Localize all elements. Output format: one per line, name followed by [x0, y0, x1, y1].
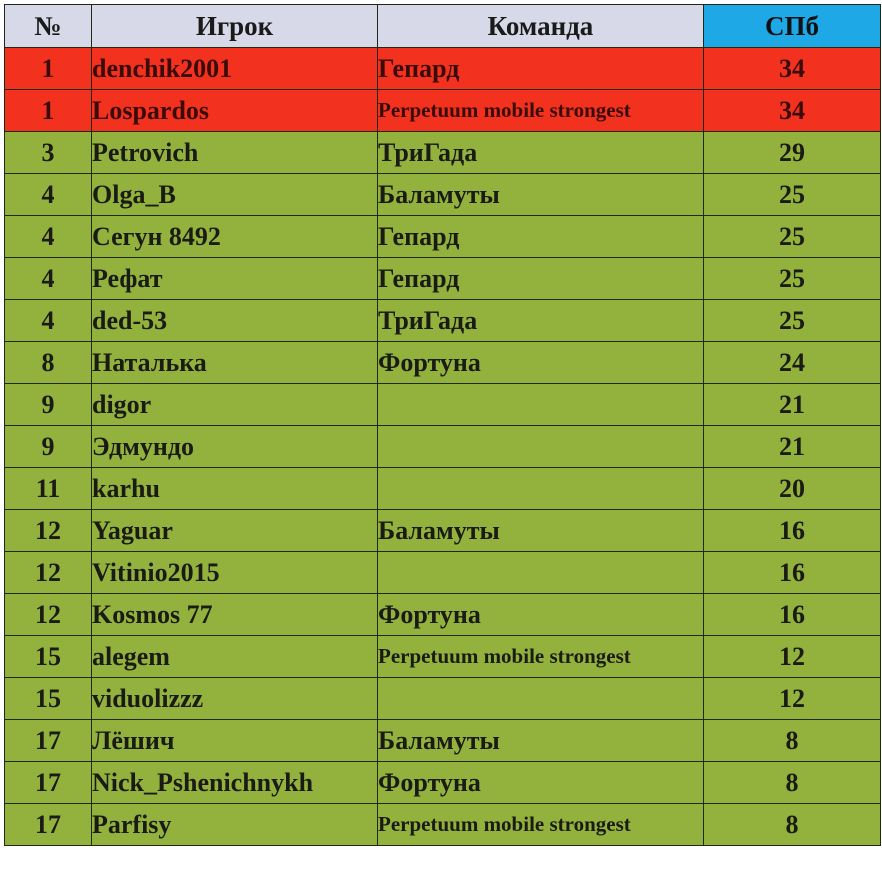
table-row: [5, 174, 881, 216]
team-cell: Гепард: [378, 48, 704, 90]
table-row: [5, 636, 881, 678]
score-cell: 25: [704, 216, 881, 258]
player-cell: ded-53: [92, 300, 378, 342]
rank-cell: 15: [5, 678, 92, 720]
rank-cell: 4: [5, 216, 92, 258]
table-row: [5, 594, 881, 636]
table-row: [5, 552, 881, 594]
header-player: Игрок: [92, 5, 378, 48]
table-row: [5, 762, 881, 804]
team-cell: Гепард: [378, 258, 704, 300]
team-cell: [378, 678, 704, 720]
table-row: [5, 510, 881, 552]
team-cell: Perpetuum mobile strongest: [378, 636, 704, 678]
team-cell: Perpetuum mobile strongest: [378, 90, 704, 132]
player-cell: alegem: [92, 636, 378, 678]
score-cell: 12: [704, 678, 881, 720]
score-cell: 21: [704, 384, 881, 426]
player-cell: Nick_Pshenichnykh: [92, 762, 378, 804]
score-cell: 34: [704, 48, 881, 90]
header-row: [5, 5, 881, 48]
rank-cell: 12: [5, 594, 92, 636]
team-cell: Баламуты: [378, 720, 704, 762]
table-row: [5, 426, 881, 468]
team-cell: [378, 384, 704, 426]
player-cell: denchik2001: [92, 48, 378, 90]
team-cell: Фортуна: [378, 762, 704, 804]
table-row: [5, 468, 881, 510]
score-cell: 24: [704, 342, 881, 384]
table-row: [5, 48, 881, 90]
team-cell: ТриГада: [378, 300, 704, 342]
player-cell: Лёшич: [92, 720, 378, 762]
table-row: [5, 258, 881, 300]
table-row: [5, 678, 881, 720]
team-cell: Гепард: [378, 216, 704, 258]
player-cell: Наталька: [92, 342, 378, 384]
player-cell: Kosmos 77: [92, 594, 378, 636]
player-cell: Рефат: [92, 258, 378, 300]
score-cell: 16: [704, 510, 881, 552]
table-body: [5, 48, 881, 846]
rank-cell: 8: [5, 342, 92, 384]
table-row: [5, 300, 881, 342]
score-cell: 21: [704, 426, 881, 468]
team-cell: Баламуты: [378, 174, 704, 216]
team-cell: Фортуна: [378, 342, 704, 384]
table-row: [5, 90, 881, 132]
player-cell: karhu: [92, 468, 378, 510]
score-cell: 8: [704, 762, 881, 804]
rank-cell: 1: [5, 48, 92, 90]
score-cell: 16: [704, 552, 881, 594]
team-cell: ТриГада: [378, 132, 704, 174]
player-cell: Эдмундо: [92, 426, 378, 468]
player-cell: digor: [92, 384, 378, 426]
rank-cell: 17: [5, 804, 92, 846]
header-score: СПб: [704, 5, 881, 48]
rank-cell: 9: [5, 384, 92, 426]
player-cell: Сегун 8492: [92, 216, 378, 258]
score-cell: 8: [704, 804, 881, 846]
header-num: №: [5, 5, 92, 48]
score-cell: 20: [704, 468, 881, 510]
player-cell: Parfisy: [92, 804, 378, 846]
team-cell: [378, 468, 704, 510]
rank-cell: 17: [5, 720, 92, 762]
team-cell: Фортуна: [378, 594, 704, 636]
score-cell: 34: [704, 90, 881, 132]
rank-cell: 3: [5, 132, 92, 174]
player-cell: Olga_B: [92, 174, 378, 216]
table-row: [5, 804, 881, 846]
rank-cell: 12: [5, 552, 92, 594]
rank-cell: 4: [5, 300, 92, 342]
rank-cell: 12: [5, 510, 92, 552]
player-cell: viduolizzz: [92, 678, 378, 720]
score-cell: 25: [704, 174, 881, 216]
team-cell: Perpetuum mobile strongest: [378, 804, 704, 846]
rank-cell: 15: [5, 636, 92, 678]
player-cell: Yaguar: [92, 510, 378, 552]
rank-cell: 1: [5, 90, 92, 132]
table-row: [5, 132, 881, 174]
header-team: Команда: [378, 5, 704, 48]
score-cell: 25: [704, 258, 881, 300]
table-row: [5, 720, 881, 762]
rank-cell: 4: [5, 258, 92, 300]
team-cell: [378, 426, 704, 468]
table-row: [5, 384, 881, 426]
player-cell: Lospardos: [92, 90, 378, 132]
team-cell: [378, 552, 704, 594]
score-cell: 12: [704, 636, 881, 678]
rank-cell: 11: [5, 468, 92, 510]
player-cell: Vitinio2015: [92, 552, 378, 594]
score-cell: 25: [704, 300, 881, 342]
standings-table: [4, 4, 881, 846]
score-cell: 16: [704, 594, 881, 636]
score-cell: 29: [704, 132, 881, 174]
player-cell: Petrovich: [92, 132, 378, 174]
table-row: [5, 342, 881, 384]
team-cell: Баламуты: [378, 510, 704, 552]
rank-cell: 4: [5, 174, 92, 216]
rank-cell: 9: [5, 426, 92, 468]
rank-cell: 17: [5, 762, 92, 804]
score-cell: 8: [704, 720, 881, 762]
table-row: [5, 216, 881, 258]
